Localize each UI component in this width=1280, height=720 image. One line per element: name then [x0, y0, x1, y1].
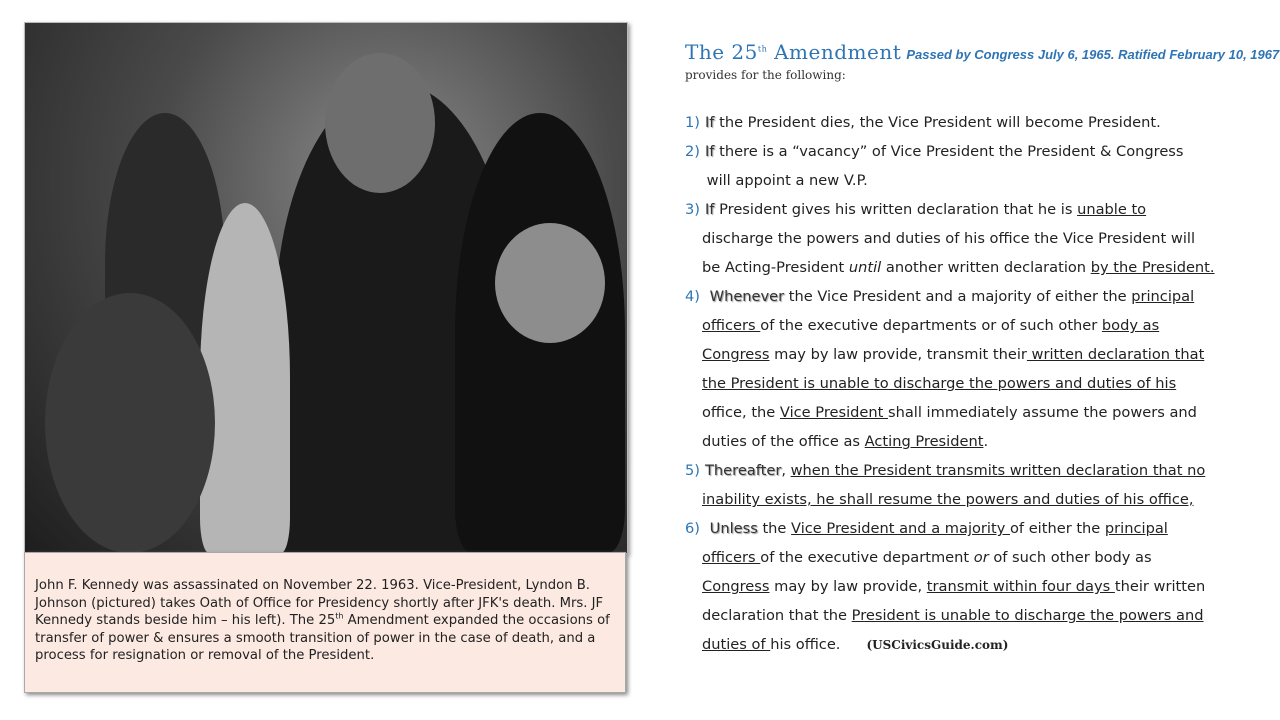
provision-line: [685, 313, 1215, 342]
provision-text: President gives his written declaration that he is: [714, 201, 1078, 218]
provision-text: the Vice President and a majority of either the: [784, 288, 1132, 305]
underlined-text: body as: [1101, 317, 1160, 334]
provision-line: [685, 632, 1215, 661]
title-dates: Passed by Congress July 6, 1965. Ratified February 10, 1967: [906, 47, 1280, 62]
provision-line: [685, 429, 1215, 458]
provision-line: [685, 197, 1215, 226]
provision-line: [685, 284, 1215, 313]
provision-keyword: Whenever: [705, 288, 785, 305]
provision-text: office, the: [702, 404, 780, 421]
provision-keyword: If: [705, 114, 715, 131]
underlined-text: officers: [702, 549, 761, 566]
provision-text: their written: [1114, 578, 1206, 595]
provision-number: 2): [685, 143, 700, 160]
provision-line: [685, 110, 1215, 139]
intro-text: provides for the following:: [685, 68, 846, 82]
provision-text: of the executive department: [760, 549, 974, 566]
provision-number: 3): [685, 201, 700, 218]
photo-figure: [325, 53, 435, 193]
provision-text: of either the: [1010, 520, 1105, 537]
underlined-text: unable to: [1077, 201, 1147, 218]
provision-text: will appoint a new V.P.: [702, 172, 868, 189]
provision-text: another written declaration: [881, 259, 1091, 276]
provision-line: [685, 371, 1215, 400]
provision-line: [685, 487, 1215, 516]
provision-text: ,: [781, 462, 791, 479]
provision-text: be Acting-President: [702, 259, 849, 276]
provision-number: 1): [685, 114, 700, 131]
slide-title: [685, 40, 1279, 64]
provision-text: of the executive departments or of such other: [760, 317, 1102, 334]
title-main: The 25th Amendment: [685, 40, 902, 64]
photo-figure: [200, 203, 290, 553]
caption-text-cont: Amendment expanded the occasions of transfer of power & ensures a smooth transition of power in the case of death, and a process for resignation or removal of the President.: [35, 613, 610, 664]
source-citation: (USCivicsGuide.com): [866, 638, 1009, 652]
provision-keyword: Thereafter: [705, 462, 782, 479]
provision-keyword: If: [705, 201, 715, 218]
oath-of-office-photo: [24, 22, 628, 554]
provision-line: [685, 139, 1215, 168]
provision-text: duties of the office as: [702, 433, 865, 450]
provision-line: [685, 458, 1215, 487]
photo-figure: [495, 223, 605, 343]
provision-number: 6): [685, 520, 700, 537]
photo-caption: [24, 552, 626, 693]
provision-text: may by law provide,: [769, 578, 927, 595]
underlined-text: Congress: [702, 578, 770, 595]
provision-line: [685, 342, 1215, 371]
provision-number: 5): [685, 462, 700, 479]
provision-line: [685, 168, 1215, 197]
provision-number: 4): [685, 288, 700, 305]
underlined-text: duties of: [702, 636, 771, 653]
underlined-text: President is unable to discharge the powers and: [851, 607, 1204, 624]
underlined-text: when the President transmits written declaration that no: [790, 462, 1206, 479]
underlined-text: Vice President and a majority: [791, 520, 1010, 537]
photo-figure: [45, 293, 215, 553]
provision-text: shall immediately assume the powers and: [888, 404, 1197, 421]
provision-line: [685, 226, 1215, 255]
underlined-text: the President is unable to discharge the powers and duties of his: [702, 375, 1177, 392]
provision-text: declaration that the: [702, 607, 852, 624]
provision-keyword: If: [705, 143, 715, 160]
underlined-text: principal: [1104, 520, 1168, 537]
provision-text: discharge the powers and duties of his office the Vice President will: [702, 230, 1195, 247]
provision-text: there is a “vacancy” of Vice President the President & Congress: [714, 143, 1184, 160]
provision-text: may by law provide, transmit their: [769, 346, 1027, 363]
provision-text: the President dies, the Vice President will become President.: [714, 114, 1161, 131]
provision-keyword: Unless: [705, 520, 758, 537]
provision-line: [685, 400, 1215, 429]
provision-line: [685, 545, 1215, 574]
underlined-text: transmit within four days: [926, 578, 1115, 595]
underlined-text: by the President.: [1090, 259, 1215, 276]
underlined-text: inability exists, he shall resume the powers and duties of his office,: [702, 491, 1194, 508]
underlined-text: Congress: [702, 346, 770, 363]
amendment-provisions-list: [685, 110, 1215, 661]
provision-text: .: [983, 433, 989, 450]
underlined-text: Vice President: [779, 404, 888, 421]
provision-line: [685, 255, 1215, 284]
underlined-text: Acting President: [864, 433, 984, 450]
provision-line: [685, 603, 1215, 632]
provision-text: until: [848, 259, 882, 276]
underlined-text: written declaration that: [1026, 346, 1205, 363]
underlined-text: principal: [1131, 288, 1195, 305]
provision-text: the: [757, 520, 792, 537]
provision-text: his office.: [770, 636, 841, 653]
provision-line: [685, 574, 1215, 603]
caption-sup: th: [335, 611, 344, 621]
underlined-text: officers: [702, 317, 761, 334]
provision-text: or: [973, 549, 989, 566]
provision-line: [685, 516, 1215, 545]
provision-text: of such other body as: [988, 549, 1152, 566]
caption-text: John F. Kennedy was assassinated on November 22. 1963. Vice-President, Lyndon B. Johnson (pictured) takes Oath of Office for Presidency shortly after JFK's death. Mrs. JF Kennedy stands beside him – his left). The 25: [35, 578, 604, 629]
